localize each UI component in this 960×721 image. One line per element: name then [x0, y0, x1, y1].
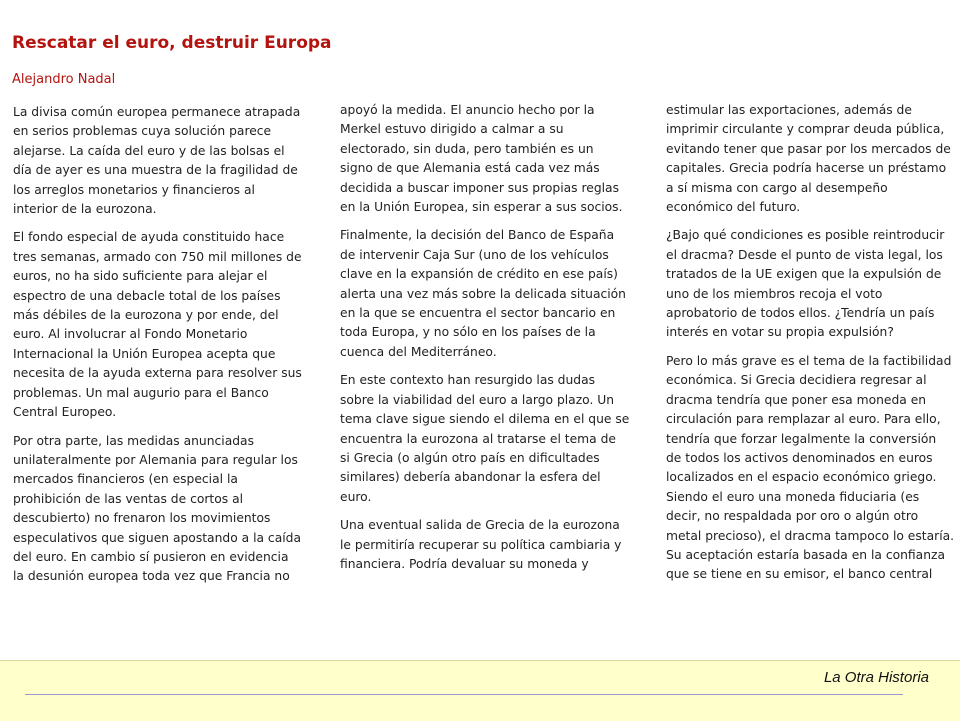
text-line: económica. Si Grecia decidiera regresar al — [666, 373, 927, 388]
text-line: a sí misma con cargo al desempeño — [666, 180, 888, 195]
text-line: En este contexto han resurgido las dudas — [340, 373, 596, 388]
text-line: le permitiría recuperar su política cambiaria y — [340, 537, 622, 552]
text-line: metal precioso), el dracma tampoco lo estaría. — [666, 528, 955, 543]
footer-divider — [25, 694, 903, 695]
text-line: euros, no ha sido suficiente para alejar el — [13, 269, 268, 284]
text-line: tres semanas, armado con 750 mil millones de — [13, 249, 302, 264]
text-line: día de ayer es una muestra de la fragilidad de — [13, 163, 298, 178]
text-line: electorado, sin duda, pero también es un — [340, 141, 594, 156]
text-line: necesita de la ayuda externa para resolver sus — [13, 366, 302, 381]
text-line: decidida a buscar imponer sus propias reglas — [340, 180, 619, 195]
text-line: más débiles de la eurozona y por ende, del — [13, 308, 279, 323]
text-column-2 — [340, 101, 630, 583]
text-line: uno de los miembros recoja el voto — [666, 286, 883, 301]
text-line: en la Unión Europea, sin esperar a sus socios. — [340, 200, 623, 215]
text-line: euro. Al involucrar al Fondo Monetario — [13, 327, 248, 342]
text-line: la desunión europea toda vez que Francia no — [13, 569, 290, 584]
paragraph — [340, 371, 630, 507]
text-line: Una eventual salida de Grecia de la eurozona — [340, 518, 620, 533]
paragraph — [340, 516, 624, 574]
text-line: prohibición de las ventas de cortos al — [13, 491, 244, 506]
text-line: Merkel estuvo dirigido a calmar a su — [340, 122, 564, 137]
text-column-1 — [13, 103, 302, 596]
text-line: localizados en el espacio económico griego. — [666, 470, 937, 485]
article-title: Rescatar el euro, destruir Europa — [12, 33, 332, 53]
text-line: que se tiene en su emisor, el banco central — [666, 567, 933, 582]
text-line: en serios problemas cuya solución parece — [13, 124, 272, 139]
text-line: El fondo especial de ayuda constituido hace — [13, 230, 285, 245]
text-line: tendría que forzar legalmente la conversión — [666, 431, 937, 446]
text-line: Central Europeo. — [13, 405, 117, 420]
text-line: interior de la eurozona. — [13, 202, 157, 217]
text-line: el dracma? Desde el punto de vista legal, los — [666, 247, 943, 262]
text-line: Internacional la Unión Europea acepta que — [13, 346, 276, 361]
text-line: imprimir circulante y comprar deuda pública, — [666, 122, 945, 137]
text-line: descubierto) no frenaron los movimientos — [13, 511, 271, 526]
text-line: problemas. Un mal augurio para el Banco — [13, 385, 269, 400]
text-line: apoyó la medida. El anuncio hecho por la — [340, 103, 595, 117]
text-line: cuenca del Mediterráneo. — [340, 344, 497, 359]
text-line: espectro de una debacle total de los países — [13, 288, 281, 303]
text-line: los arreglos monetarios y financieros al — [13, 182, 255, 197]
paragraph — [13, 103, 301, 219]
text-line: ¿Bajo qué condiciones es posible reintroducir — [666, 228, 945, 243]
text-line: toda Europa, y no sólo en los países de la — [340, 325, 596, 340]
text-line: unilateralmente por Alemania para regular los — [13, 452, 298, 467]
text-line: dracma tendría que poner esa moneda en — [666, 392, 927, 407]
text-line: mercados financieros (en especial la — [13, 472, 238, 487]
text-line: tratados de la UE exigen que la expulsión de — [666, 267, 942, 282]
paragraph — [666, 101, 950, 217]
text-line: evitando tener que pasar por los mercados de — [666, 141, 951, 156]
paragraph — [666, 352, 955, 585]
text-line: tema clave sigue siendo el dilema en el que se — [340, 412, 630, 427]
text-line: interés en votar su propia expulsión? — [666, 325, 894, 340]
text-line: alerta una vez más sobre la delicada situación — [340, 286, 626, 301]
text-line: del euro. En cambio sí pusieron en evidencia — [13, 549, 289, 564]
article-author: Alejandro Nadal — [12, 72, 116, 87]
text-line: sobre la viabilidad del euro a largo plazo. Un — [340, 392, 615, 407]
footer-brand: La Otra Historia — [823, 669, 929, 686]
text-line: Finalmente, la decisión del Banco de España — [340, 228, 615, 243]
paragraph — [13, 432, 301, 587]
text-line: financiera. Podría devaluar su moneda y — [340, 556, 589, 571]
paragraph — [666, 226, 950, 342]
text-line: Pero lo más grave es el tema de la factibilidad — [666, 353, 952, 368]
text-line: en la que se encuentra el sector bancario en — [340, 306, 616, 321]
text-column-3 — [666, 101, 955, 594]
text-line: de intervenir Caja Sur (uno de los vehículos — [340, 247, 609, 262]
text-line: La divisa común europea permanece atrapada — [13, 105, 301, 119]
text-line: Su aceptación estaría basada en la confianza — [666, 547, 945, 562]
text-line: Por otra parte, las medidas anunciadas — [13, 433, 254, 448]
footer-bar — [0, 660, 960, 721]
text-line: alejarse. La caída del euro y de las bolsas el — [13, 143, 285, 158]
text-line: decir, no respaldada por oro o algún otro — [666, 509, 919, 524]
paragraph — [340, 226, 624, 362]
text-line: signo de que Alemania está cada vez más — [340, 161, 600, 176]
text-line: aprobatorio de todos ellos. ¿Tendría un país — [666, 306, 935, 321]
text-line: especulativos que siguen apostando a la caída — [13, 530, 301, 545]
text-line: de todos los activos denominados en euros — [666, 450, 933, 465]
paragraph — [340, 101, 624, 217]
text-line: circulación para remplazar al euro. Para ello, — [666, 412, 941, 427]
text-line: clave en la expansión de crédito en ese país) — [340, 267, 618, 282]
text-line: económico del futuro. — [666, 200, 801, 215]
text-line: si Grecia (o algún otro país en dificultades — [340, 450, 600, 465]
text-line: encuentra la eurozona al tratarse el tema de — [340, 431, 616, 446]
paragraph — [13, 228, 302, 422]
text-line: Siendo el euro una moneda fiduciaria (es — [666, 489, 920, 504]
text-line: euro. — [340, 489, 372, 504]
text-line: estimular las exportaciones, además de — [666, 103, 912, 117]
text-line: similares) debería abandonar la esfera del — [340, 470, 601, 485]
text-line: capitales. Grecia podría hacerse un préstamo — [666, 161, 947, 176]
